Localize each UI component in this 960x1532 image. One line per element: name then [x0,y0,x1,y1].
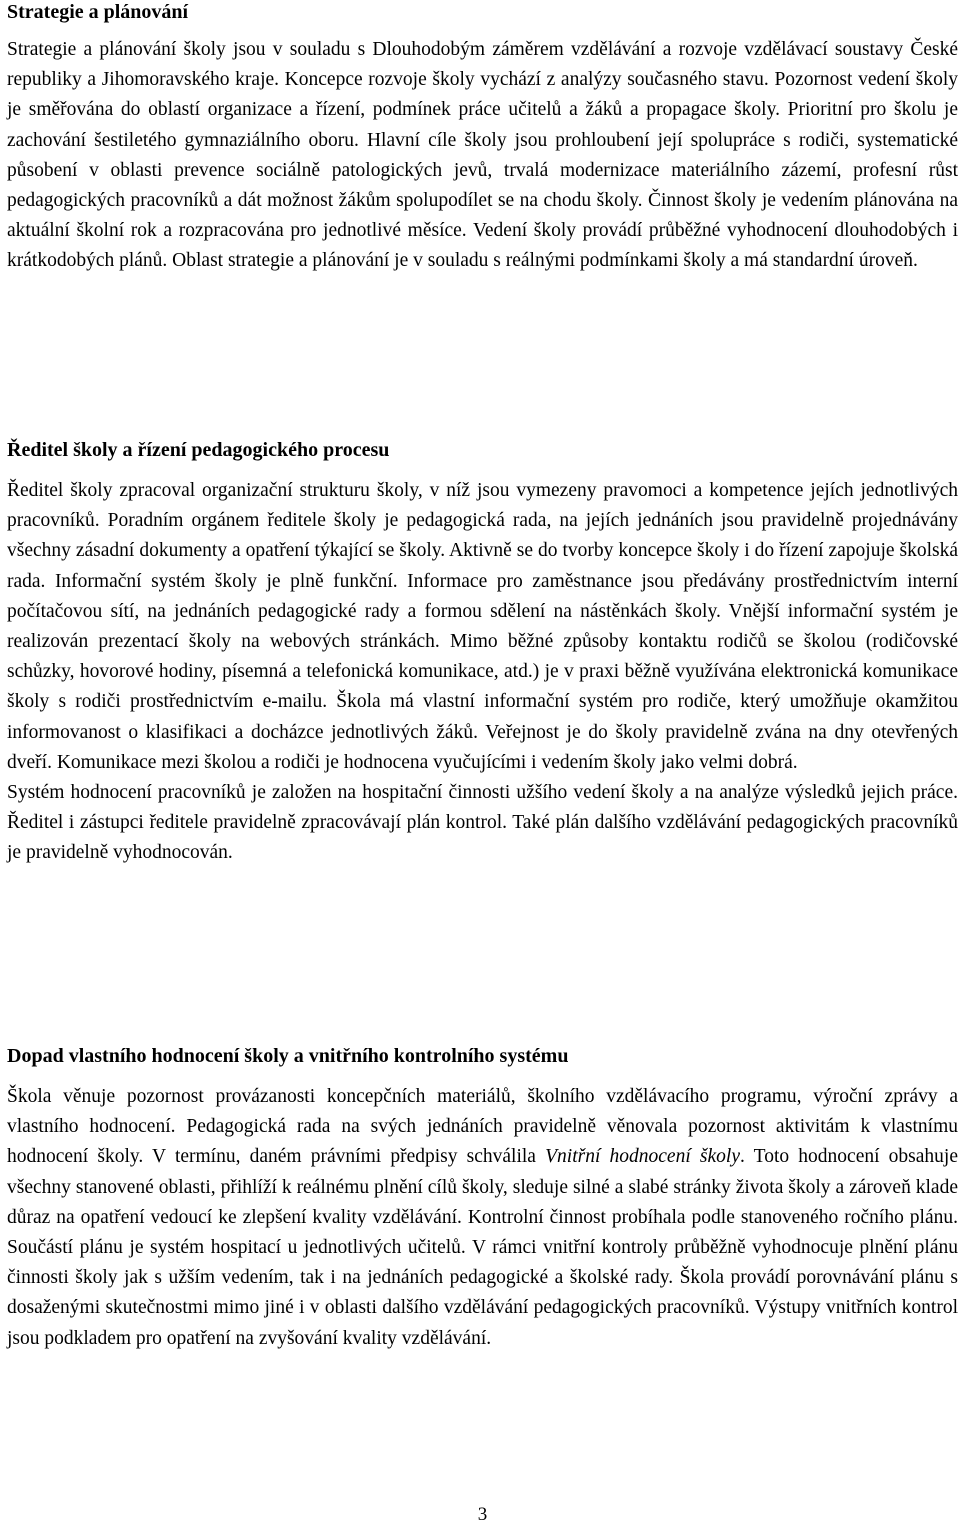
section-paragraph-director-1: Ředitel školy zpracoval organizační strukturu školy, v níž jsou vymezeny pravomoci a kompetence jejích jednotlivých pracovníků. Poradním orgánem ředitele školy je pedagogická rada, na jejích jednáních jsou pravidelně projednávány všechny zásadní dokumenty a opatření týkající se školy. Aktivně se do tvorby koncepce školy i do řízení zapojuje školská rada. Informační systém školy je plně funkční. Informace pro zaměstnance jsou předávány prostřednictvím interní počítačovou sítí, na jednáních pedagogické rady a formou sdělení na nástěnkách školy. Vnější informační systém je realizován prezentací školy na webových stránkách. Mimo běžné způsoby kontaktu rodičů se školou (rodičovské schůzky, hovorové hodiny, písemná a telefonická komunikace, atd.) je v praxi běžně využívána elektronická komunikace školy s rodiči prostřednictvím e-mailu. Škola má vlastní informační systém pro rodiče, který umožňuje okamžitou informovanost o klasifikaci a docházce jednotlivých žáků. Veřejnost je do školy pravidelně zvána na dny otevřených dveří. Komunikace mezi školou a rodiči je hodnocena vyučujícími i vedením školy jako velmi dobrá. [7,480,958,773]
section-heading-self-evaluation: Dopad vlastního hodnocení školy a vnitřního kontrolního systému [7,1045,569,1067]
document-title-italic: Vnitřní hodnocení školy [545,1146,740,1168]
section-body-director [7,476,958,869]
section-paragraph-strategy: Strategie a plánování školy jsou v souladu s Dlouhodobým záměrem vzdělávání a rozvoje vzdělávací soustavy České republiky a Jihomoravského kraje. Koncepce rozvoje školy vychází z analýzy současného stavu. Pozornost vedení školy je směřována do oblastí organizace a řízení, podmínek práce učitelů a žáků a propagace školy. Prioritní pro školu je zachování šestiletého gymnaziálního oboru. Hlavní cíle školy jsou prohloubení její spolupráce s rodiči, systematické působení v oblasti prevence sociálně patologických jevů, trvalá modernizace materiálního zázemí, profesní růst pedagogických pracovníků a dát možnost žákům spolupodílet se na chodu školy. Činnost školy je vedením plánována na aktuální školní rok a rozpracována pro jednotlivé měsíce. Vedení školy provádí průběžné vyhodnocení dlouhodobých i krátkodobých plánů. Oblast strategie a plánování je v souladu s reálnými podmínkami školy a má standardní úroveň. [7,39,958,272]
section-heading-director: Ředitel školy a řízení pedagogického procesu [7,439,390,461]
section-paragraph-self-evaluation [7,1082,958,1354]
section-paragraph-director-2: Systém hodnocení pracovníků je založen na hospitační činnosti užšího vedení školy a na analýze výsledků jejich práce. Ředitel i zástupci ředitele pravidelně zpracovávají plán kontrol. Také plán dalšího vzdělávání pedagogických pracovníků je pravidelně vyhodnocován. [7,782,958,864]
section-heading-strategy: Strategie a plánování [7,1,189,23]
paragraph-text-part-1: Škola věnuje pozornost provázanosti koncepčních materiálů, školního vzdělávacího programu, výroční zprávy a vlastního hodnocení. Pedagogická rada na svých jednáních pravidelně věnovala pozornost aktivitám k vlastnímu hodnocení školy. V termínu, daném právními předpisy schválila [7,1086,958,1168]
page-number: 3 [477,1504,488,1525]
paragraph-text-part-2: . Toto hodnocení obsahuje všechny stanovené oblasti, přihlíží k reálnému plnění cílů školy, sleduje silné a slabé stránky života školy a zároveň klade důraz na opatření vedoucí ke zlepšení kvality vzdělávání. Kontrolní činnost probíhala podle stanoveného ročního plánu. Součástí plánu je systém hospitací u jednotlivých učitelů. V rámci vnitřní kontroly průběžně vyhodnocuje plnění plánu činnosti školy jak s užším vedením, tak i na jednáních pedagogické a školské rady. Škola provádí porovnávání plánu s dosaženými skutečnostmi mimo jiné i v oblasti dalšího vzdělávání pedagogických pracovníků. Výstupy vnitřních kontrol jsou podkladem pro opatření na zvyšování kvality vzdělávání. [7,1146,958,1349]
